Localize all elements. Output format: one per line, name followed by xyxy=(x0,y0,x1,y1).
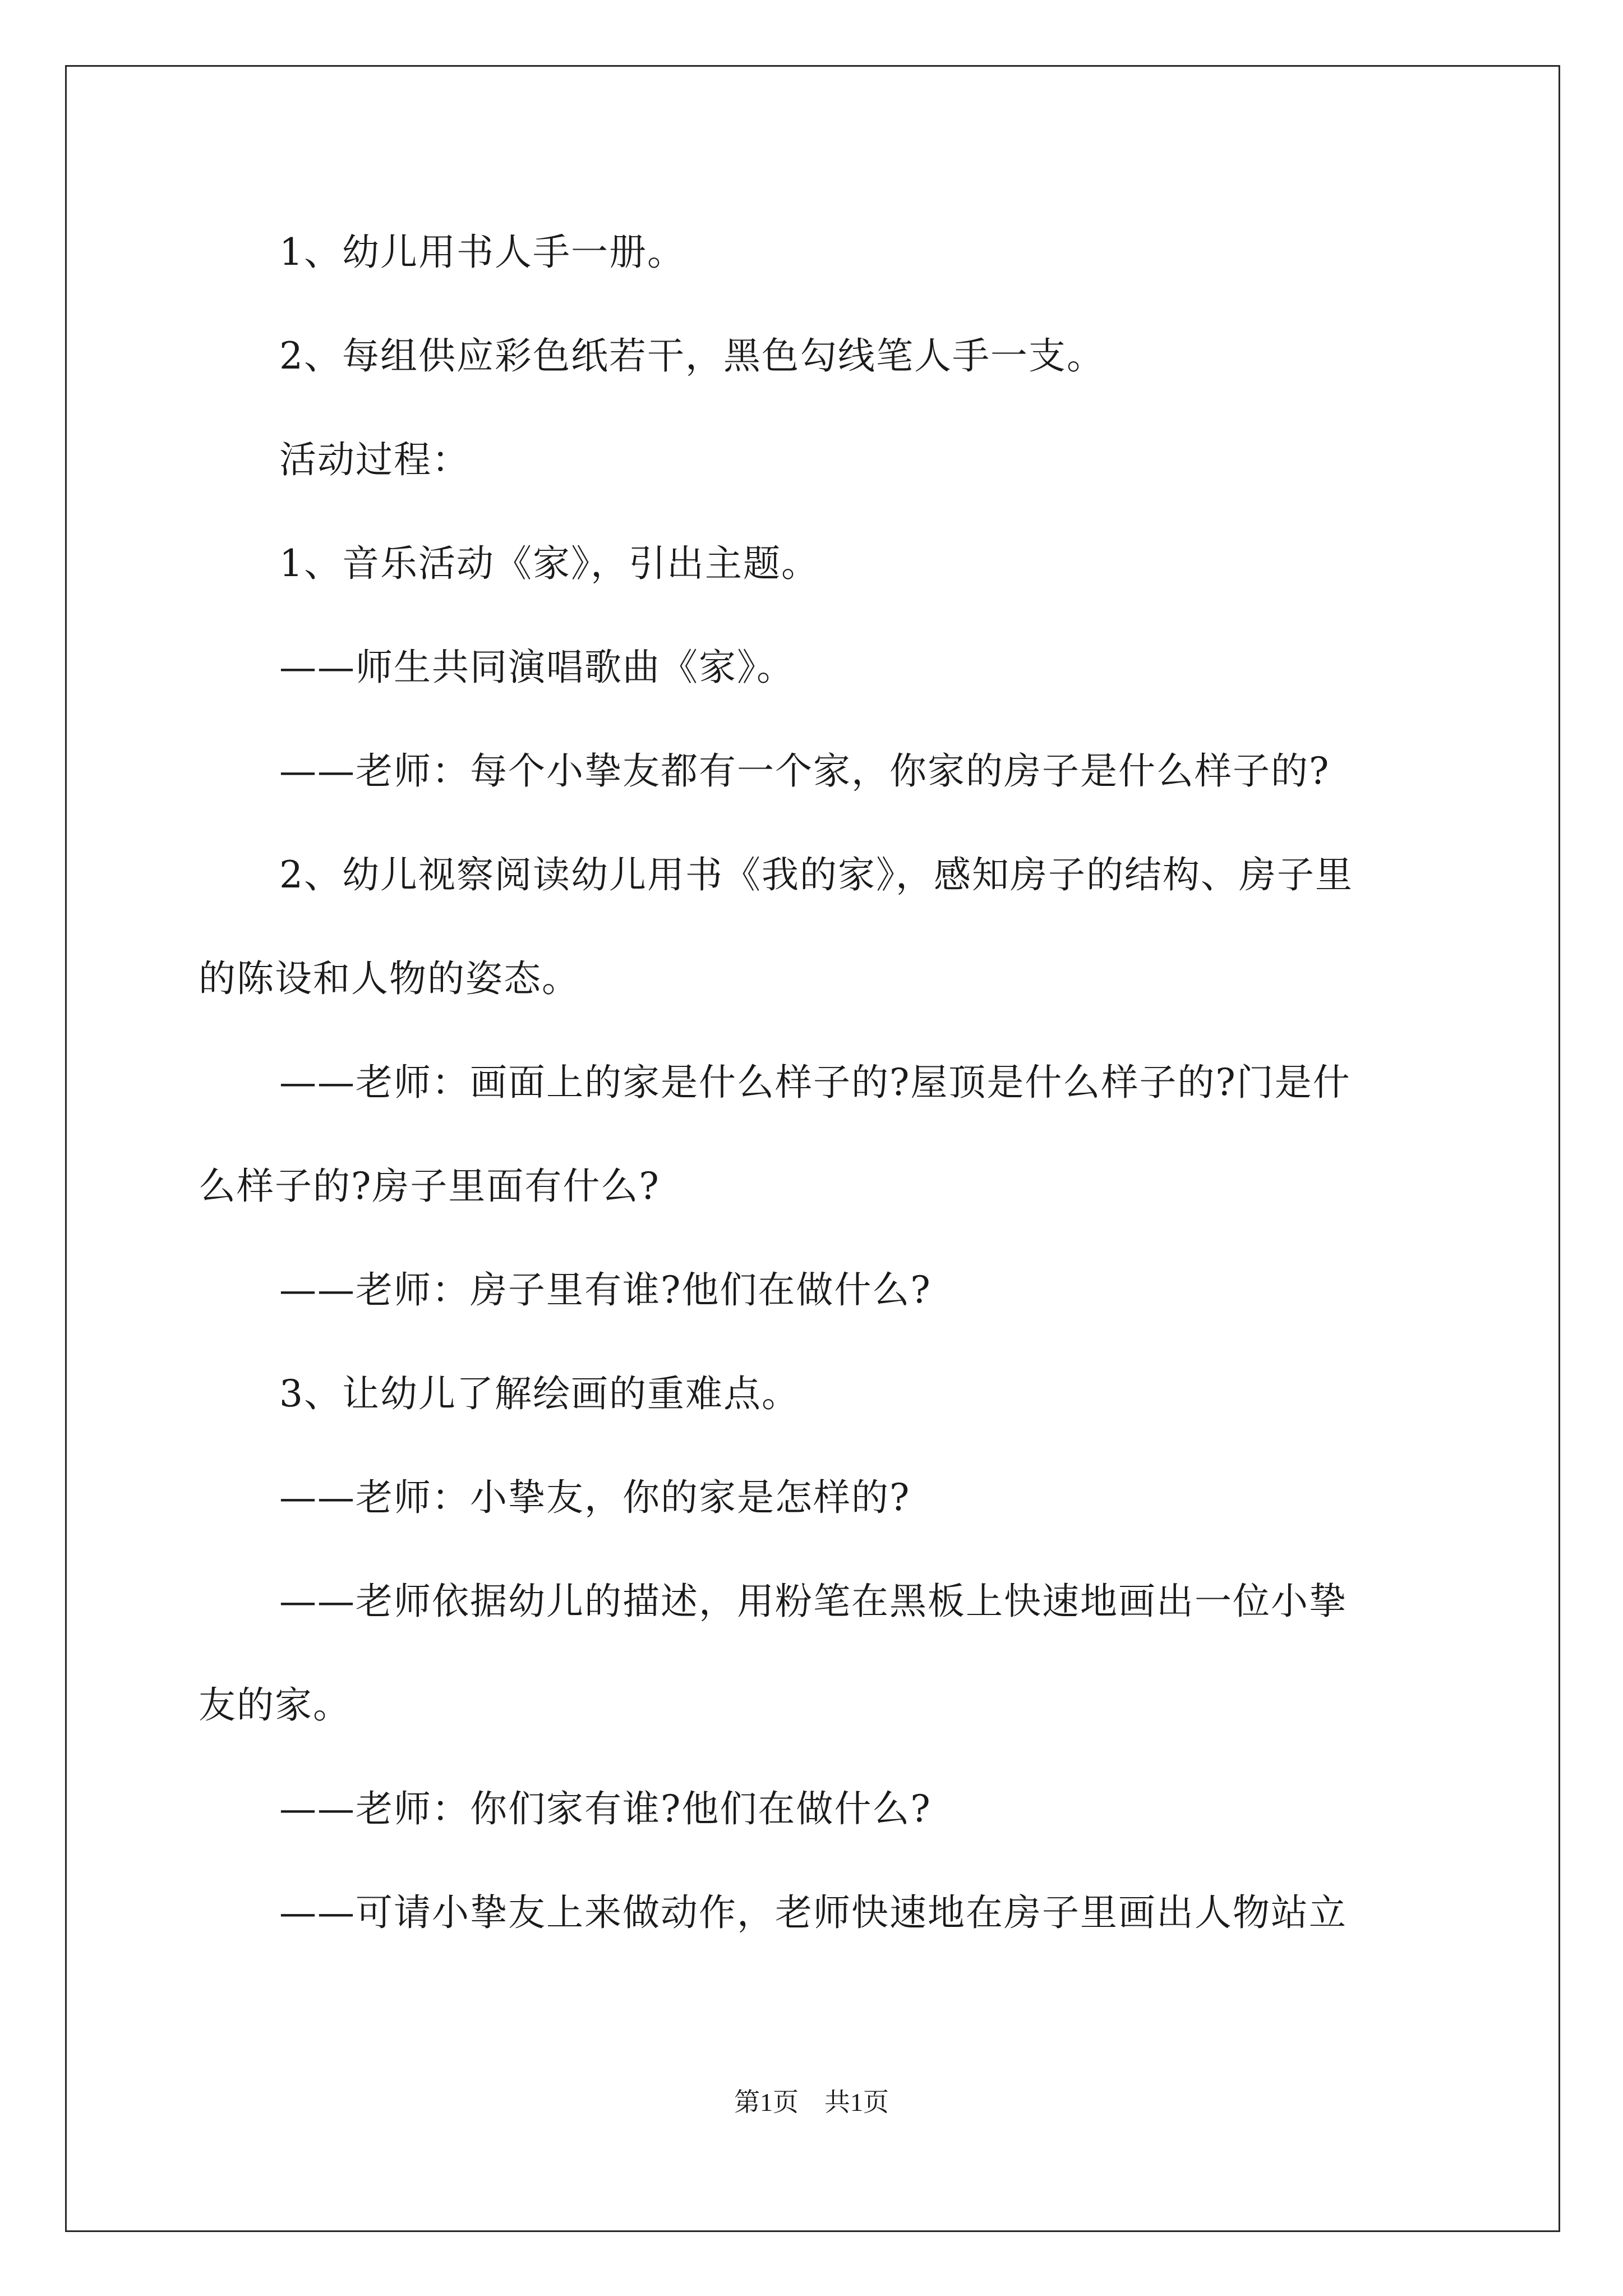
text-line: ——师生共同演唱歌曲《家》。 xyxy=(279,646,795,689)
text-line: 1、音乐活动《家》，引出主题。 xyxy=(279,542,819,585)
text-line: ——老师依据幼儿的描述，用粉笔在黑板上快速地画出一位小挚 xyxy=(279,1580,1347,1623)
text-line: ——老师：房子里有谁?他们在做什么? xyxy=(279,1268,932,1312)
text-line: 1、幼儿用书人手一册。 xyxy=(279,231,685,274)
text-line: ——老师：你们家有谁?他们在做什么? xyxy=(279,1787,932,1830)
text-line: ——老师：小挚友，你的家是怎样的? xyxy=(279,1476,911,1519)
text-line: 3、让幼儿了解绘画的重难点。 xyxy=(279,1372,800,1415)
page-number-footer: 第1页 共1页 xyxy=(734,2088,889,2116)
text-line: 么样子的?房子里面有什么? xyxy=(199,1165,660,1208)
text-line: 的陈设和人物的姿态。 xyxy=(199,957,580,1000)
text-line: ——老师：画面上的家是什么样子的?屋顶是什么样子的?门是什 xyxy=(279,1061,1351,1104)
text-line: 友的家。 xyxy=(199,1683,351,1727)
text-line: 2、幼儿视察阅读幼儿用书《我的家》，感知房子的结构、房子里 xyxy=(279,853,1353,896)
text-line: ——可请小挚友上来做动作，老师快速地在房子里画出人物站立 xyxy=(279,1891,1347,1934)
text-line: 2、每组供应彩色纸若干，黑色勾线笔人手一支。 xyxy=(279,334,1105,378)
text-line: ——老师：每个小挚友都有一个家，你家的房子是什么样子的? xyxy=(279,749,1330,793)
text-line: 活动过程： xyxy=(279,438,470,481)
